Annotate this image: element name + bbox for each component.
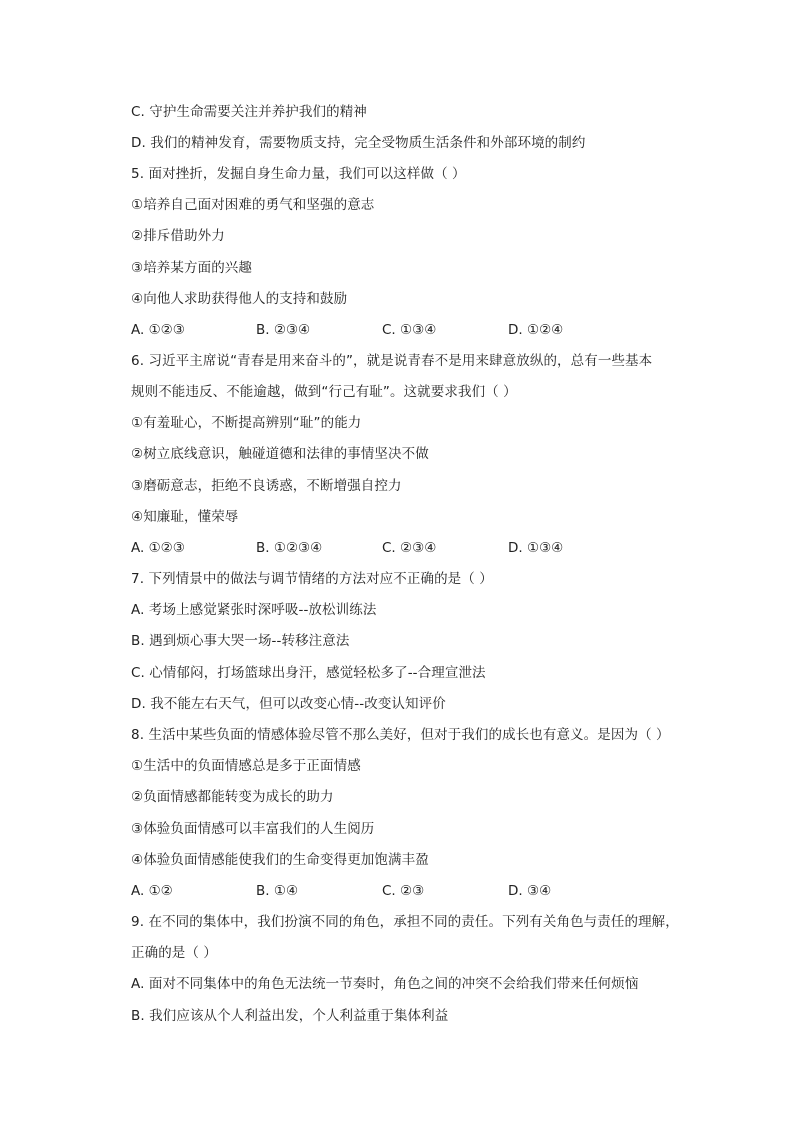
- q6-item-2: ②树立底线意识，触碰道德和法律的事情坚决不做: [131, 446, 429, 462]
- q5-item-1: ①培养自己面对困难的勇气和坚强的意志: [131, 197, 375, 213]
- q7-stem: 7. 下列情景中的做法与调节情绪的方法对应不正确的是（ ）: [131, 571, 493, 587]
- q7-option-a: A. 考场上感觉紧张时深呼吸--放松训练法: [131, 602, 377, 618]
- q5-option-d: D. ①②④: [508, 322, 564, 338]
- q5-item-2: ②排斥借助外力: [131, 228, 225, 244]
- q8-item-4: ④体验负面情感能使我们的生命变得更加饱满丰盈: [131, 852, 429, 868]
- q9-option-b: B. 我们应该从个人利益出发，个人利益重于集体利益: [131, 1008, 449, 1024]
- q6-stem-line2: 规则不能违反、不能逾越，做到“行己有耻”。这就要求我们（ ）: [131, 384, 517, 400]
- q9-option-a: A. 面对不同集体中的角色无法统一节奏时，角色之间的冲突不会给我们带来任何烦恼: [131, 976, 639, 992]
- q6-option-a: A. ①②③: [131, 540, 185, 556]
- q6-option-c: C. ②③④: [382, 540, 437, 556]
- q5-option-b: B. ②③④: [256, 322, 311, 338]
- q8-option-d: D. ③④: [508, 883, 552, 899]
- q8-option-a: A. ①②: [131, 883, 173, 899]
- q7-option-d: D. 我不能左右天气，但可以改变心情--改变认知评价: [131, 696, 446, 712]
- q7-option-c: C. 心情郁闷，打场篮球出身汗，感觉轻松多了--合理宣泄法: [131, 665, 486, 681]
- q9-stem-line1: 9. 在不同的集体中，我们扮演不同的角色，承担不同的责任。下列有关角色与责任的理解，: [131, 914, 679, 930]
- q8-stem: 8. 生活中某些负面的情感体验尽管不那么美好，但对于我们的成长也有意义。是因为（ ）: [131, 727, 670, 743]
- q5-stem: 5. 面对挫折，发掘自身生命力量，我们可以这样做（ ）: [131, 166, 466, 182]
- q8-item-1: ①生活中的负面情感总是多于正面情感: [131, 758, 361, 774]
- q5-option-a: A. ①②③: [131, 322, 185, 338]
- q8-item-2: ②负面情感都能转变为成长的助力: [131, 789, 334, 805]
- q6-item-4: ④知廉耻，懂荣辱: [131, 509, 239, 525]
- q6-item-1: ①有羞耻心，不断提高辨别“耻”的能力: [131, 415, 362, 431]
- q9-stem-line2: 正确的是（ ）: [131, 945, 217, 961]
- q8-option-b: B. ①④: [256, 883, 299, 899]
- q5-item-3: ③培养某方面的兴趣: [131, 260, 253, 276]
- q6-option-b: B. ①②③④: [256, 540, 323, 556]
- q4-option-c: C. 守护生命需要关注并养护我们的精神: [131, 104, 367, 120]
- q6-option-d: D. ①③④: [508, 540, 564, 556]
- q7-option-b: B. 遇到烦心事大哭一场--转移注意法: [131, 633, 350, 649]
- q4-option-d: D. 我们的精神发育，需要物质支持，完全受物质生活条件和外部环境的制约: [131, 135, 586, 151]
- q6-stem-line1: 6. 习近平主席说“青春是用来奋斗的”，就是说青春不是用来肆意放纵的，总有一些基本: [131, 353, 653, 369]
- q5-item-4: ④向他人求助获得他人的支持和鼓励: [131, 291, 348, 307]
- q6-item-3: ③磨砺意志，拒绝不良诱惑，不断增强自控力: [131, 478, 402, 494]
- q5-option-c: C. ①③④: [382, 322, 437, 338]
- q8-item-3: ③体验负面情感可以丰富我们的人生阅历: [131, 821, 375, 837]
- q8-option-c: C. ②③: [382, 883, 425, 899]
